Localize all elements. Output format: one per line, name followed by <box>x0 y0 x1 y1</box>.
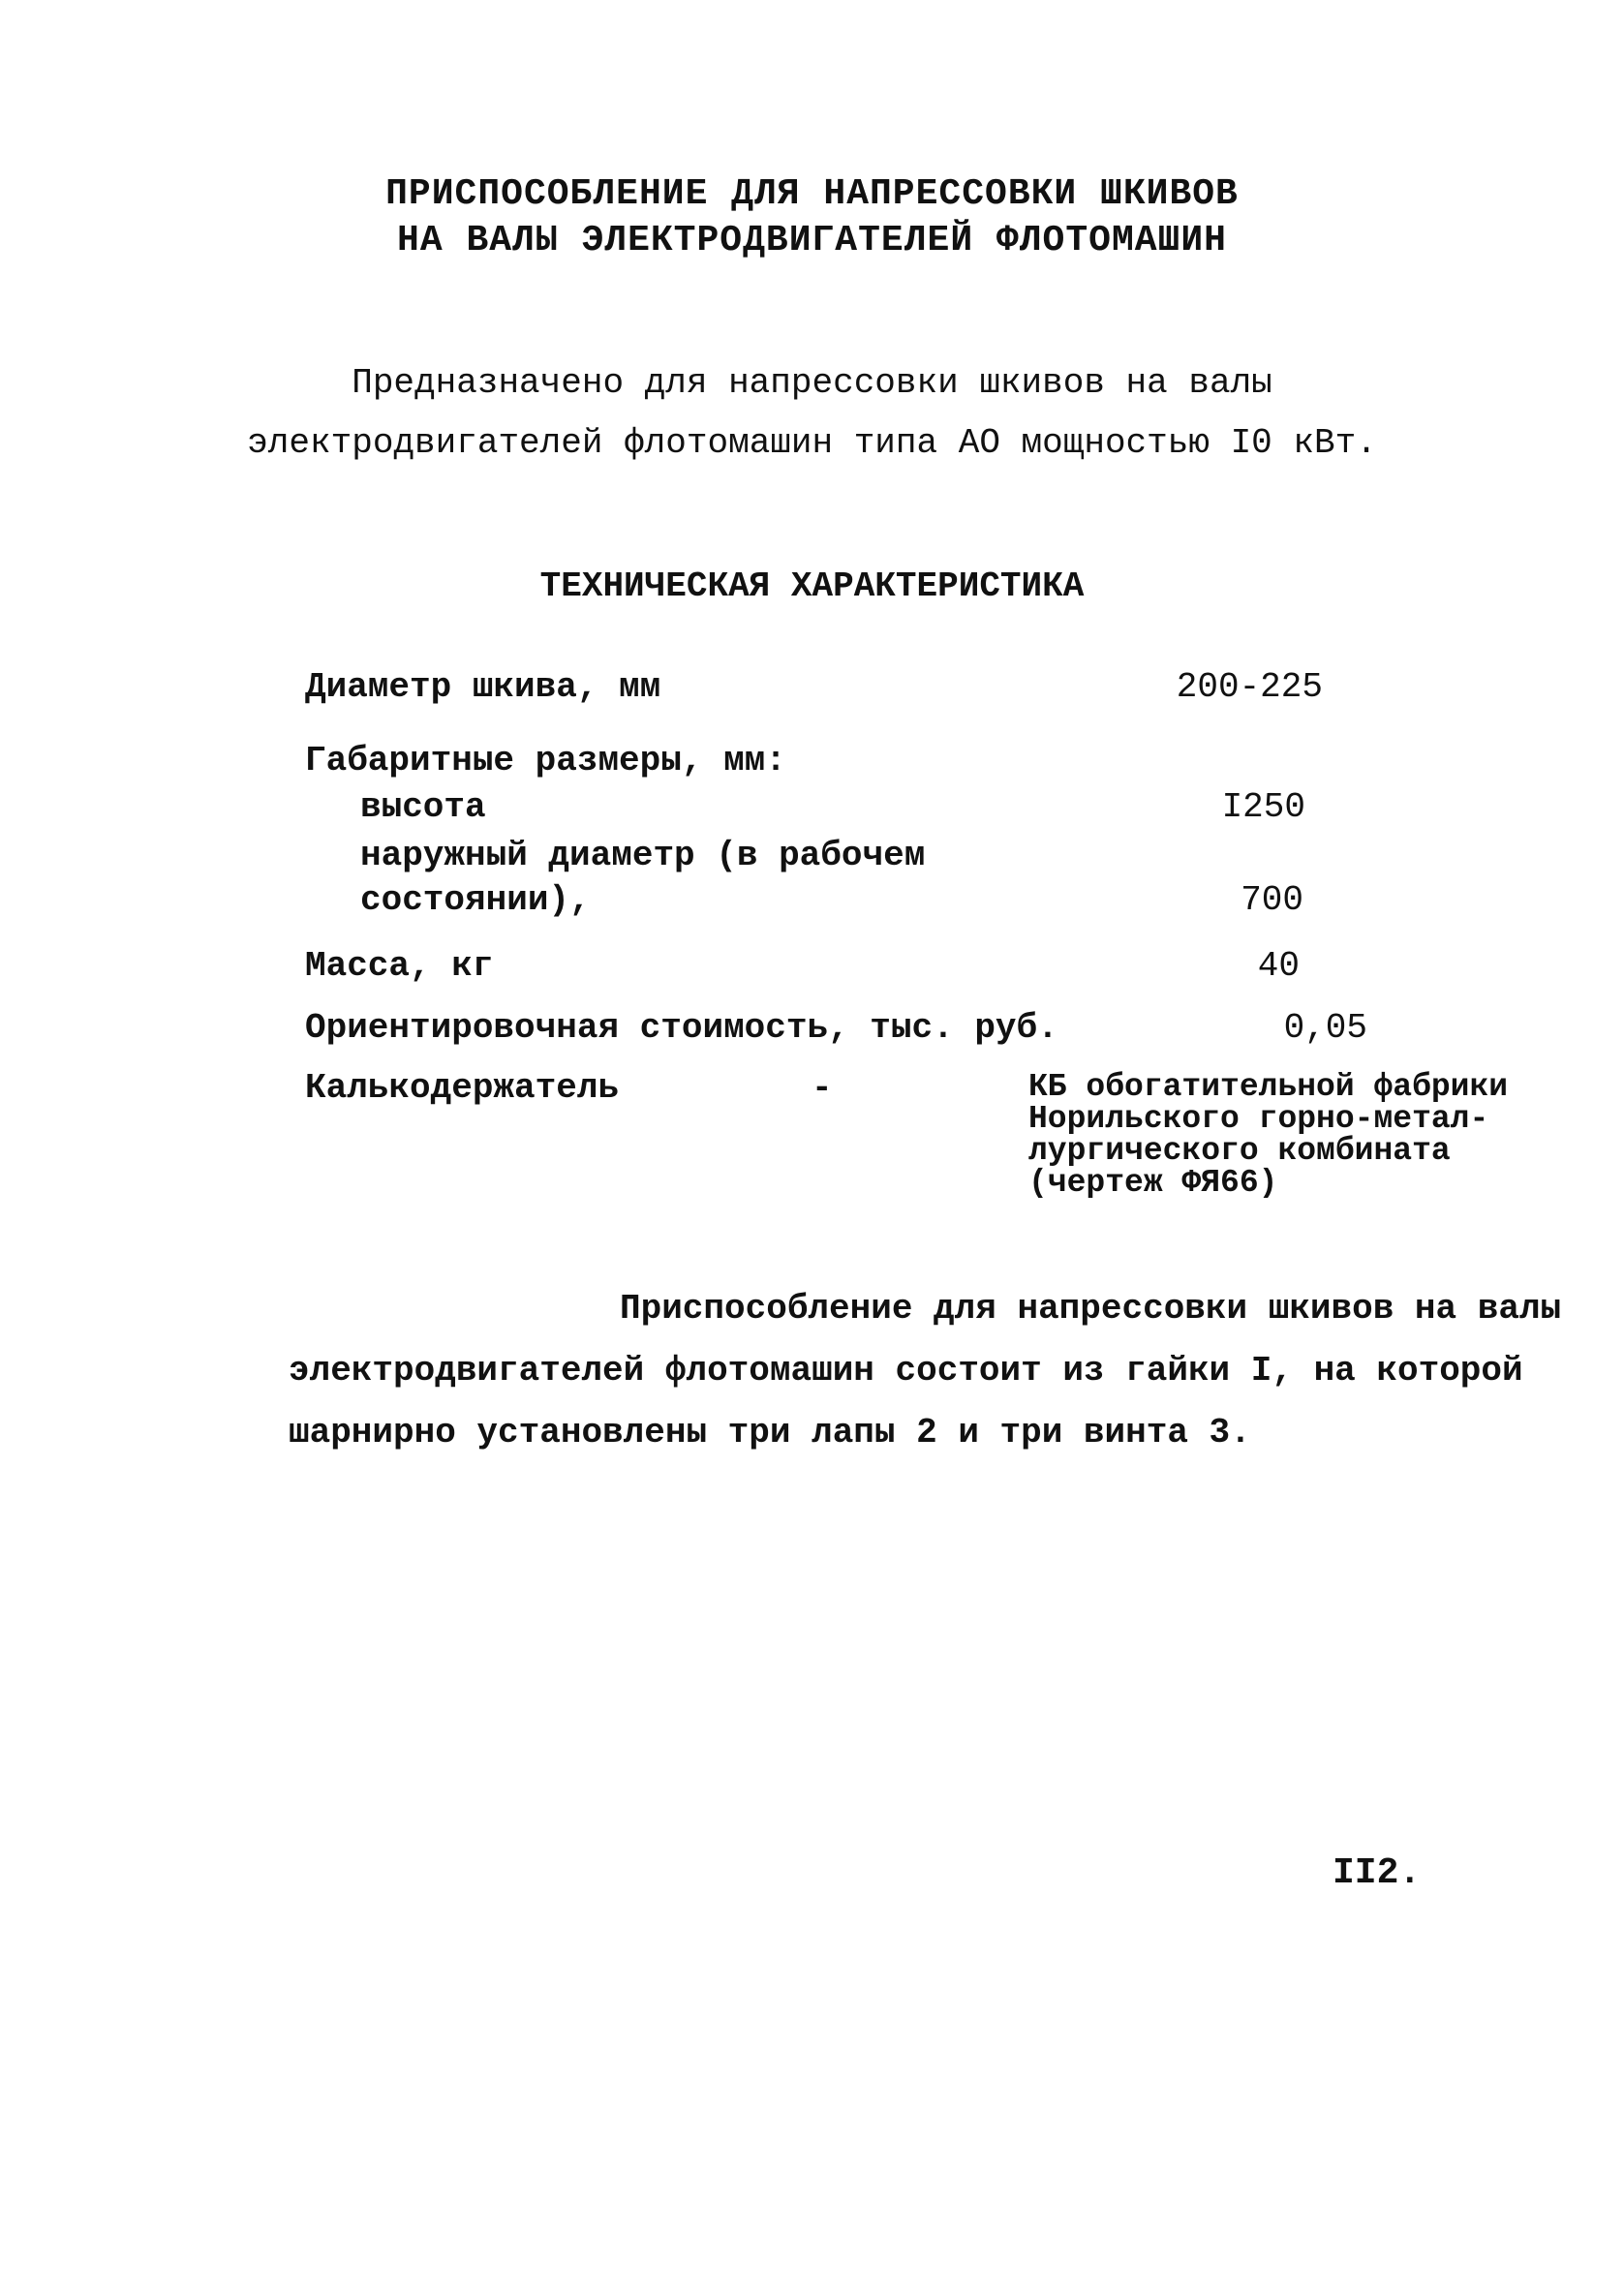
spec-value-outer-diameter: 700 <box>1241 880 1303 920</box>
spec-label-mass: Масса, кг <box>305 946 494 986</box>
document-title-line-1: ПРИСПОСОБЛЕНИЕ ДЛЯ НАПРЕССОВКИ ШКИВОВ <box>385 173 1239 215</box>
spec-value-height: I250 <box>1221 787 1305 827</box>
page-number: II2. <box>1333 1852 1422 1894</box>
spec-label-height: высота <box>360 787 486 827</box>
spec-label-outer-diameter-line-1: наружный диаметр (в рабочем <box>360 836 926 875</box>
spec-value-holder-line-4: (чертеж ФЯ66) <box>1028 1165 1278 1201</box>
spec-label-pulley-diameter: Диаметр шкива, мм <box>305 667 661 707</box>
description-line-1: Приспособление для напрессовки шкивов на валы <box>620 1289 1562 1329</box>
document-title-line-2: НА ВАЛЫ ЭЛЕКТРОДВИГАТЕЛЕЙ ФЛОТОМАШИН <box>397 220 1227 261</box>
spec-label-dimensions: Габаритные размеры, мм: <box>305 741 786 780</box>
spec-heading: ТЕХНИЧЕСКАЯ ХАРАКТЕРИСТИКА <box>539 566 1085 606</box>
spec-value-holder-line-2: Норильского горно-метал- <box>1028 1101 1489 1137</box>
intro-line-1: Предназначено для напрессовки шкивов на валы <box>352 363 1272 403</box>
spec-value-cost: 0,05 <box>1283 1008 1367 1048</box>
intro-line-2: электродвигателей флотомашин типа АО мощностью I0 кВт. <box>247 423 1377 463</box>
spec-value-holder-line-1: КБ обогатительной фабрики <box>1028 1069 1509 1105</box>
spec-value-holder-line-3: лургического комбината <box>1028 1133 1451 1169</box>
description-line-2: электродвигателей флотомашин состоит из гайки I, на которой <box>289 1351 1523 1391</box>
spec-value-mass: 40 <box>1257 946 1300 986</box>
spec-label-cost: Ориентировочная стоимость, тыс. руб. <box>305 1008 1058 1048</box>
spec-value-pulley-diameter: 200-225 <box>1176 667 1323 707</box>
spec-label-holder: Калькодержатель <box>305 1068 620 1108</box>
description-line-3: шарнирно установлены три лапы 2 и три винта 3. <box>289 1413 1251 1452</box>
spec-holder-dash: - <box>812 1068 833 1108</box>
spec-label-outer-diameter-line-2: состоянии), <box>360 880 591 920</box>
